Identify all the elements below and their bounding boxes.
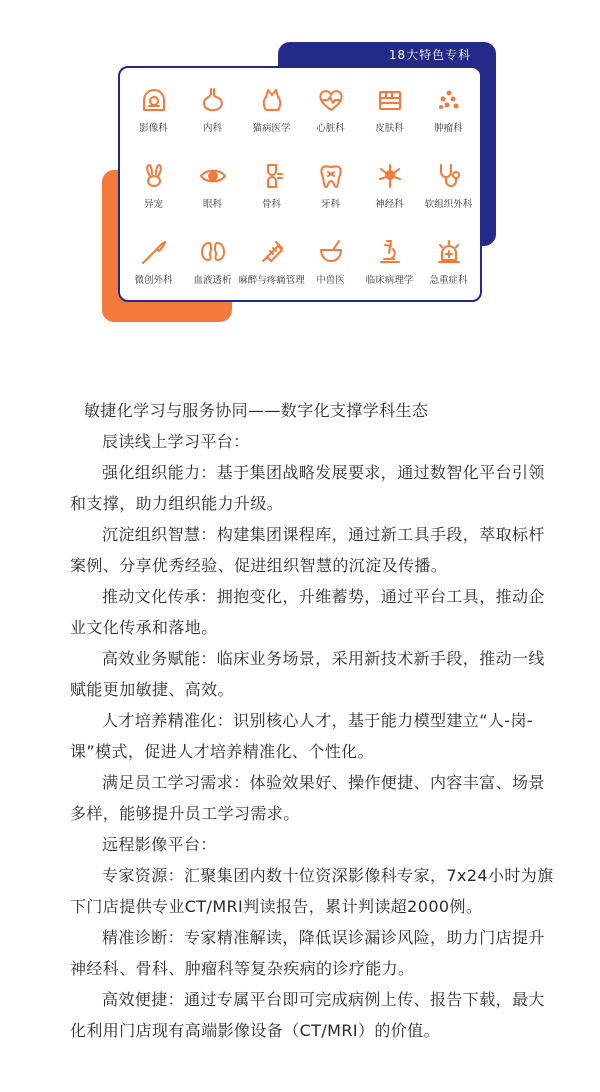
specialty-item: [301, 234, 360, 310]
specialty-item: [124, 234, 183, 310]
tooth-icon: [317, 162, 345, 190]
specialty-item: [183, 234, 242, 310]
mortar-icon: [317, 238, 345, 266]
specialty-item: [124, 158, 183, 234]
specialty-label: 微创外科: [134, 275, 173, 286]
specialty-label: 猫病医学: [252, 123, 291, 134]
article-paragraph: 辰读线上学习平台：: [102, 432, 250, 451]
specialty-label: 眼科: [202, 199, 222, 210]
article-paragraph: 专家资源：汇聚集团内数十位资深影像科专家，7x24小时为旗下门店提供专业CT/MRI判读报告，累计判读超2000例。: [70, 866, 554, 916]
specialty-item: [360, 82, 419, 158]
article-paragraph: 沉淀组织智慧：构建集团课程库，通过新工具手段，萃取标杆案例、分享优秀经验、促进组织智慧的沉淀及传播。: [70, 525, 545, 575]
syringe-icon: [258, 238, 286, 266]
article-paragraph: 高效业务赋能：临床业务场景，采用新技术新手段，推动一线赋能更加敏捷、高效。: [70, 649, 545, 699]
specialty-item: [360, 234, 419, 310]
bone-joint-icon: [258, 162, 286, 190]
microscope-icon: [376, 238, 404, 266]
article-paragraph: 精准诊断：专家精准解读，降低误诊漏诊风险，助力门店提升神经科、骨科、肿瘤科等复杂疾病的诊疗能力。: [70, 928, 545, 978]
article-heading: 敏捷化学习与服务协同——数字化支撑学科生态: [84, 401, 429, 420]
cat-icon: [258, 86, 286, 114]
specialty-item: [183, 158, 242, 234]
specialty-label: 异宠: [143, 199, 163, 210]
specialty-label: 内科: [202, 123, 222, 134]
article-body: [70, 395, 560, 1046]
article-paragraph: 强化组织能力：基于集团战略发展要求，通过数智化平台引领和支撑，助力组织能力升级。: [70, 463, 545, 513]
specialty-item: [360, 158, 419, 234]
skin-icon: [376, 86, 404, 114]
specialty-label: 中兽医: [316, 275, 345, 286]
specialty-item: [419, 82, 478, 158]
specialty-item: [242, 158, 301, 234]
specialty-label: 皮肤科: [375, 123, 404, 134]
stomach-icon: [199, 86, 227, 114]
specialty-label: 血液透析: [193, 275, 232, 286]
scalpel-icon: [140, 238, 168, 266]
article-paragraph: 人才培养精准化：识别核心人才，基于能力模型建立“人-岗-课”模式，促进人才培养精准化、个性化。: [70, 711, 534, 761]
rabbit-icon: [140, 162, 168, 190]
specialty-count-tag: 18大特色专科: [388, 48, 472, 62]
neuron-icon: [376, 162, 404, 190]
specialty-label: 麻醉与疼痛管理: [238, 275, 305, 286]
specialty-item: [301, 158, 360, 234]
specialty-item: [419, 158, 478, 234]
specialty-label: 神经科: [375, 199, 404, 210]
specialty-card: [118, 66, 482, 302]
specialty-label: 肿瘤科: [434, 123, 463, 134]
specialty-item: [238, 234, 305, 310]
specialty-item: [419, 234, 478, 310]
specialty-label: 影像科: [139, 123, 168, 134]
stethoscope-icon: [435, 162, 463, 190]
article-paragraph: 满足员工学习需求：体验效果好、操作便捷、内容丰富、场景多样，能够提升员工学习需求。: [70, 773, 545, 823]
article-paragraph: 远程影像平台：: [102, 835, 217, 854]
specialty-item: [183, 82, 242, 158]
specialty-item: [242, 82, 301, 158]
specialty-label: 急重症科: [429, 275, 468, 286]
specialty-label: 临床病理学: [365, 275, 414, 286]
specialty-label: 软组织外科: [424, 199, 473, 210]
article-paragraph: 高效便捷：通过专属平台即可完成病例上传、报告下载，最大化利用门店现有高端影像设备（CT/MRI）的价值。: [70, 990, 545, 1040]
cells-icon: [435, 86, 463, 114]
kidney-icon: [199, 238, 227, 266]
specialty-label: 骨科: [261, 199, 281, 210]
specialty-grid: [124, 82, 478, 310]
specialty-item: [301, 82, 360, 158]
scanner-icon: [140, 86, 168, 114]
heartbeat-icon: [317, 86, 345, 114]
specialty-item: [124, 82, 183, 158]
specialty-label: 牙科: [320, 199, 340, 210]
eye-icon: [199, 162, 227, 190]
article-paragraph: 推动文化传承：拥抱变化，升维蓄势，通过平台工具，推动企业文化传承和落地。: [70, 587, 545, 637]
siren-icon: [435, 238, 463, 266]
specialty-label: 心脏科: [316, 123, 345, 134]
